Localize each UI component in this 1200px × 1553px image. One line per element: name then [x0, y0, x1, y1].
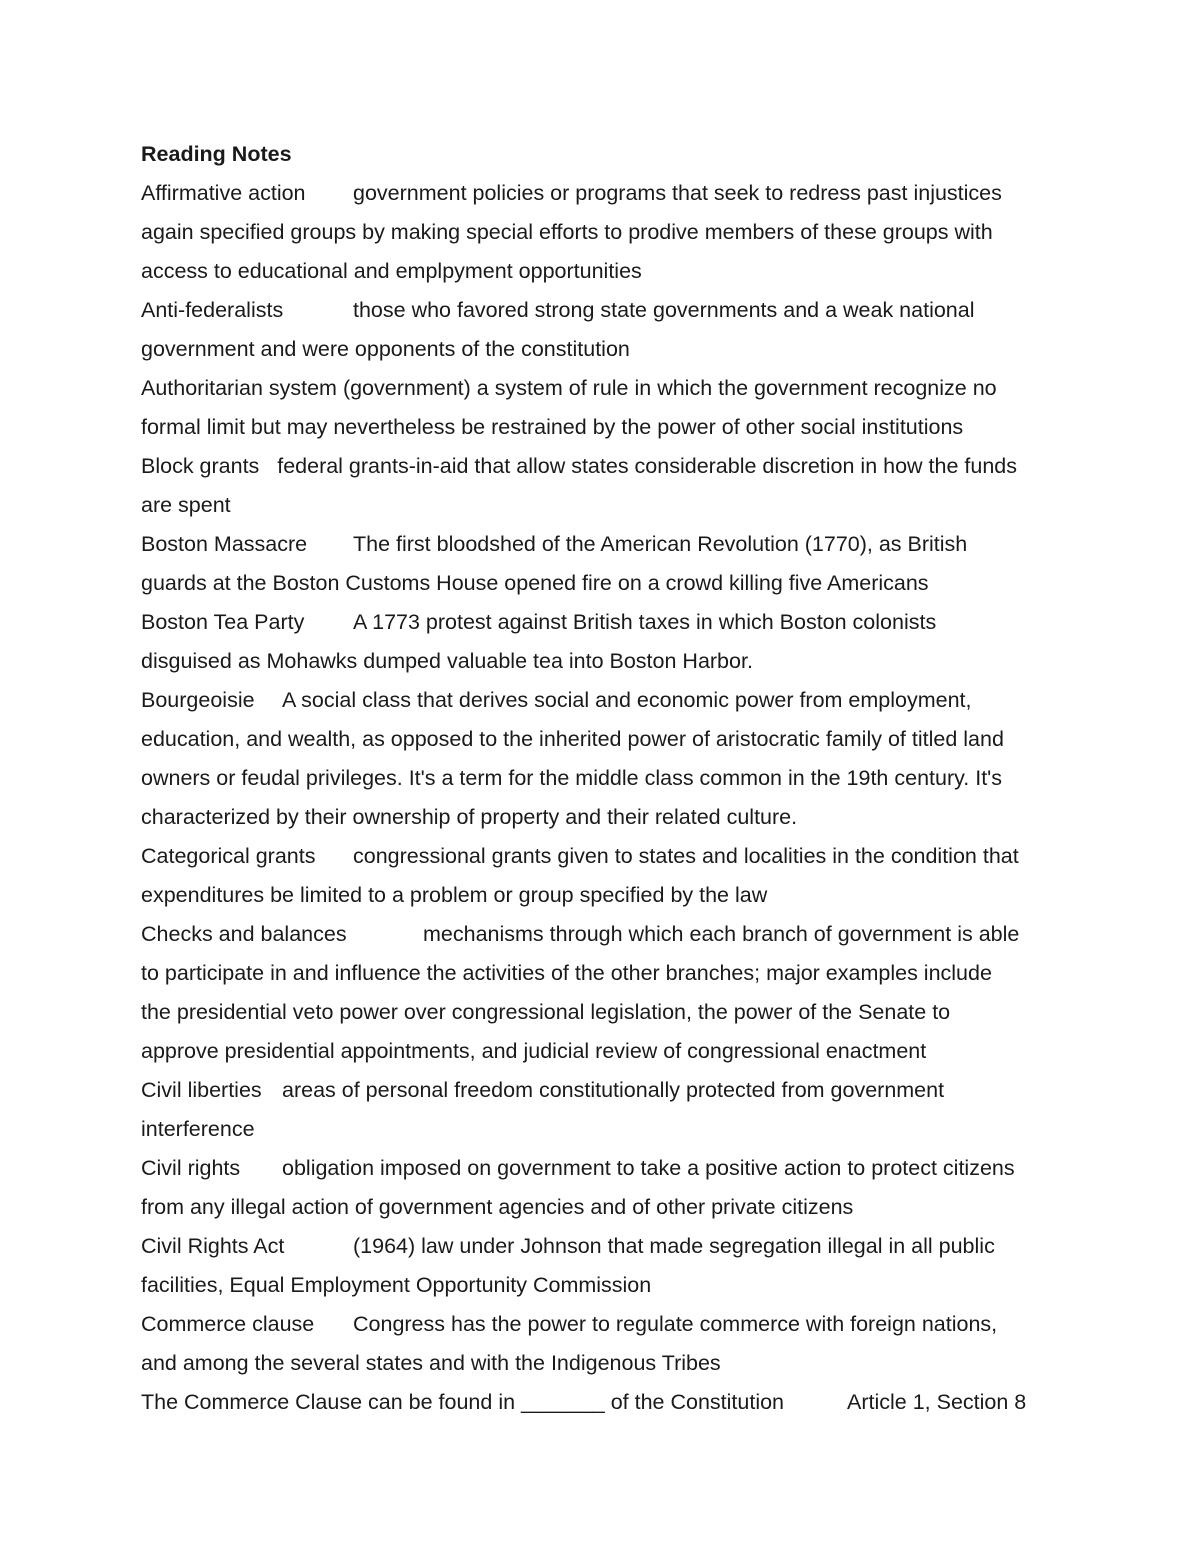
term: Boston Tea Party [141, 610, 305, 634]
definition: congressional grants given to states and localities in the condition that [353, 844, 1019, 868]
notes-line: to participate in and influence the activities of the other branches; major examples include [141, 961, 992, 985]
notes-line: guards at the Boston Customs House opened fire on a crowd killing five Americans [141, 571, 929, 595]
notes-body [141, 135, 1071, 1422]
definition: A social class that derives social and economic power from employment, [282, 688, 972, 712]
definition: those who favored strong state governments and a weak national [353, 298, 975, 322]
definition: Congress has the power to regulate commerce with foreign nations, [353, 1312, 998, 1336]
term: Anti-federalists [141, 298, 284, 322]
definition: government policies or programs that seek to redress past injustices [353, 181, 1002, 205]
term: Commerce clause [141, 1312, 315, 1336]
notes-line: access to educational and emplpyment opportunities [141, 259, 642, 283]
notes-line [141, 1071, 1071, 1110]
term: Civil rights [141, 1156, 241, 1180]
definition: The first bloodshed of the American Revolution (1770), as British [353, 532, 968, 556]
notes-line: the presidential veto power over congressional legislation, the power of the Senate to [141, 1000, 951, 1024]
notes-line: interference [141, 1117, 255, 1141]
term: Civil Rights Act [141, 1234, 285, 1258]
term: Bourgeoisie [141, 688, 255, 712]
notes-line: expenditures be limited to a problem or group specified by the law [141, 883, 768, 907]
answer: Article 1, Section 8 [847, 1390, 1027, 1414]
notes-line [141, 837, 1071, 876]
question: The Commerce Clause can be found in _______ of the Constitution [141, 1390, 785, 1414]
term: Affirmative action [141, 181, 306, 205]
page-title: Reading Notes [141, 142, 292, 166]
term: Boston Massacre [141, 532, 308, 556]
notes-line: and among the several states and with the Indigenous Tribes [141, 1351, 721, 1375]
notes-line: formal limit but may nevertheless be restrained by the power of other social institutions [141, 415, 964, 439]
notes-line [141, 915, 1071, 954]
definition: areas of personal freedom constitutionally protected from government [282, 1078, 945, 1102]
definition: mechanisms through which each branch of government is able [423, 922, 1020, 946]
notes-line [141, 174, 1071, 213]
notes-line: owners or feudal privileges. It's a term for the middle class common in the 19th century. It's [141, 766, 1003, 790]
notes-line: education, and wealth, as opposed to the inherited power of aristocratic family of titled land [141, 727, 1004, 751]
definition: (1964) law under Johnson that made segregation illegal in all public [353, 1234, 995, 1258]
notes-line: disguised as Mohawks dumped valuable tea into Boston Harbor. [141, 649, 753, 673]
notes-line [141, 1305, 1071, 1344]
term: Checks and balances [141, 922, 347, 946]
notes-line [141, 1383, 1071, 1422]
notes-line: again specified groups by making special efforts to prodive members of these groups with [141, 220, 993, 244]
notes-line [141, 1149, 1071, 1188]
notes-line: Block grants federal grants-in-aid that allow states considerable discretion in how the funds [141, 454, 1017, 478]
definition: obligation imposed on government to take a positive action to protect citizens [282, 1156, 1015, 1180]
notes-line: Authoritarian system (government) a system of rule in which the government recognize no [141, 376, 997, 400]
term: Categorical grants [141, 844, 316, 868]
notes-line: are spent [141, 493, 231, 517]
notes-line: characterized by their ownership of property and their related culture. [141, 805, 798, 829]
notes-line [141, 603, 1071, 642]
notes-line [141, 525, 1071, 564]
notes-line [141, 681, 1071, 720]
definition: A 1773 protest against British taxes in which Boston colonists [353, 610, 937, 634]
notes-line: approve presidential appointments, and judicial review of congressional enactment [141, 1039, 927, 1063]
notes-line [141, 1227, 1071, 1266]
notes-line: from any illegal action of government agencies and of other private citizens [141, 1195, 854, 1219]
notes-line: government and were opponents of the constitution [141, 337, 630, 361]
notes-line [141, 291, 1071, 330]
notes-line: facilities, Equal Employment Opportunity Commission [141, 1273, 652, 1297]
term: Civil liberties [141, 1078, 262, 1102]
